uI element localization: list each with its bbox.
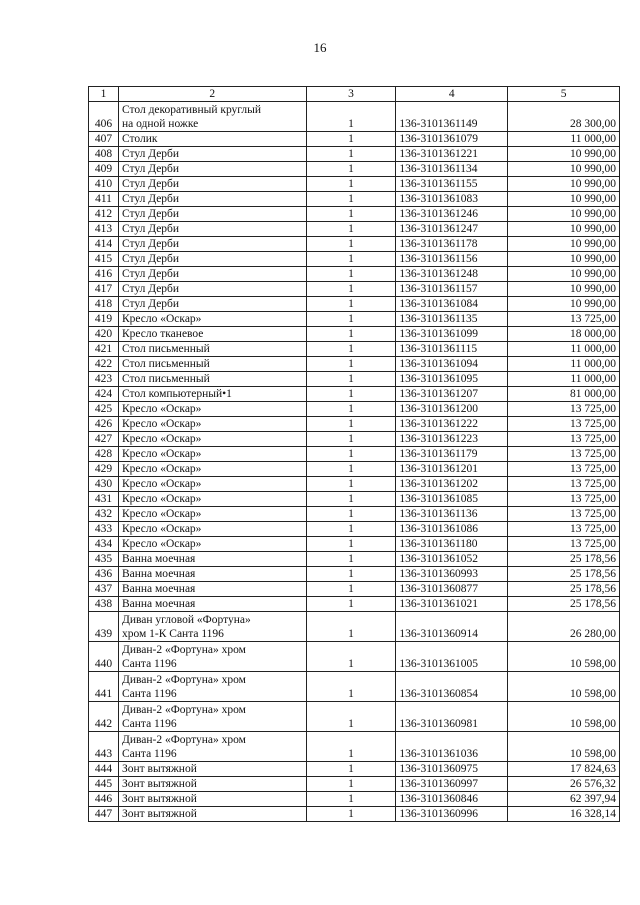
table-row [89, 327, 620, 342]
inventory-code-cell: 136-3101360854 [396, 672, 508, 702]
inventory-code-cell: 136-3101360975 [396, 762, 508, 777]
table-row [89, 807, 620, 822]
row-number-cell: 442 [89, 702, 119, 732]
price-cell: 13 725,00 [508, 447, 620, 462]
price-cell: 10 598,00 [508, 672, 620, 702]
quantity-cell: 1 [306, 147, 396, 162]
quantity-cell: 1 [306, 537, 396, 552]
inventory-code-cell: 136-3101361085 [396, 492, 508, 507]
row-number-cell: 406 [89, 102, 119, 132]
row-number-cell: 437 [89, 582, 119, 597]
inventory-code-cell: 136-3101361005 [396, 642, 508, 672]
table-row [89, 252, 620, 267]
table-row [89, 357, 620, 372]
table-row [89, 417, 620, 432]
table-row [89, 267, 620, 282]
column-header-4: 4 [396, 87, 508, 102]
table-row [89, 387, 620, 402]
row-number-cell: 414 [89, 237, 119, 252]
price-cell: 10 990,00 [508, 207, 620, 222]
item-name-cell: Стол письменный [118, 372, 306, 387]
price-cell: 10 990,00 [508, 297, 620, 312]
quantity-cell: 1 [306, 702, 396, 732]
row-number-cell: 428 [89, 447, 119, 462]
inventory-code-cell: 136-3101361180 [396, 537, 508, 552]
item-name-cell: Стол письменный [118, 342, 306, 357]
inventory-code-cell: 136-3101361246 [396, 207, 508, 222]
row-number-cell: 438 [89, 597, 119, 612]
row-number-cell: 425 [89, 402, 119, 417]
item-name-cell: Кресло «Оскар» [118, 462, 306, 477]
row-number-cell: 412 [89, 207, 119, 222]
table-row [89, 177, 620, 192]
item-name-cell: Диван-2 «Фортуна» хром Санта 1196 [118, 732, 306, 762]
row-number-cell: 436 [89, 567, 119, 582]
quantity-cell: 1 [306, 357, 396, 372]
inventory-code-cell: 136-3101361021 [396, 597, 508, 612]
item-name-cell: Стул Дерби [118, 207, 306, 222]
table-row [89, 192, 620, 207]
row-number-cell: 435 [89, 552, 119, 567]
price-cell: 28 300,00 [508, 102, 620, 132]
inventory-code-cell: 136-3101361149 [396, 102, 508, 132]
item-name-cell: Кресло «Оскар» [118, 477, 306, 492]
inventory-code-cell: 136-3101361207 [396, 387, 508, 402]
item-name-cell: Стул Дерби [118, 192, 306, 207]
item-name-cell: Кресло тканевое [118, 327, 306, 342]
table-row [89, 567, 620, 582]
row-number-cell: 424 [89, 387, 119, 402]
table-row [89, 372, 620, 387]
price-cell: 13 725,00 [508, 507, 620, 522]
table-row [89, 672, 620, 702]
table-row [89, 222, 620, 237]
price-cell: 10 990,00 [508, 147, 620, 162]
item-name-cell: Кресло «Оскар» [118, 507, 306, 522]
page-number: 16 [313, 40, 327, 55]
row-number-cell: 418 [89, 297, 119, 312]
quantity-cell: 1 [306, 447, 396, 462]
inventory-code-cell: 136-3101361099 [396, 327, 508, 342]
price-cell: 25 178,56 [508, 597, 620, 612]
table-row [89, 432, 620, 447]
item-name-cell: Кресло «Оскар» [118, 312, 306, 327]
item-name-cell: Стул Дерби [118, 282, 306, 297]
quantity-cell: 1 [306, 327, 396, 342]
item-name-cell: Стол компьютерный•1 [118, 387, 306, 402]
row-number-cell: 426 [89, 417, 119, 432]
quantity-cell: 1 [306, 222, 396, 237]
quantity-cell: 1 [306, 417, 396, 432]
row-number-cell: 419 [89, 312, 119, 327]
table-row [89, 342, 620, 357]
row-number-cell: 429 [89, 462, 119, 477]
item-name-cell: Кресло «Оскар» [118, 522, 306, 537]
item-name-cell: Диван-2 «Фортуна» хром Санта 1196 [118, 672, 306, 702]
table-row [89, 582, 620, 597]
inventory-code-cell: 136-3101361095 [396, 372, 508, 387]
inventory-code-cell: 136-3101361052 [396, 552, 508, 567]
price-cell: 10 990,00 [508, 222, 620, 237]
item-name-cell: Зонт вытяжной [118, 762, 306, 777]
quantity-cell: 1 [306, 207, 396, 222]
inventory-code-cell: 136-3101361178 [396, 237, 508, 252]
table-row [89, 492, 620, 507]
row-number-cell: 446 [89, 792, 119, 807]
item-name-cell: Кресло «Оскар» [118, 537, 306, 552]
item-name-cell: Кресло «Оскар» [118, 402, 306, 417]
table-row [89, 462, 620, 477]
inventory-code-cell: 136-3101361201 [396, 462, 508, 477]
quantity-cell: 1 [306, 267, 396, 282]
column-header-2: 2 [118, 87, 306, 102]
inventory-code-cell: 136-3101361115 [396, 342, 508, 357]
item-name-cell: Стул Дерби [118, 252, 306, 267]
item-name-cell: Диван-2 «Фортуна» хром Санта 1196 [118, 702, 306, 732]
price-cell: 13 725,00 [508, 522, 620, 537]
inventory-code-cell: 136-3101360877 [396, 582, 508, 597]
inventory-code-cell: 136-3101360981 [396, 702, 508, 732]
table-row [89, 402, 620, 417]
item-name-cell: Кресло «Оскар» [118, 432, 306, 447]
quantity-cell: 1 [306, 387, 396, 402]
row-number-cell: 444 [89, 762, 119, 777]
inventory-code-cell: 136-3101361223 [396, 432, 508, 447]
price-cell: 10 990,00 [508, 252, 620, 267]
row-number-cell: 421 [89, 342, 119, 357]
row-number-cell: 408 [89, 147, 119, 162]
table-row [89, 522, 620, 537]
column-header-3: 3 [306, 87, 396, 102]
inventory-code-cell: 136-3101361079 [396, 132, 508, 147]
table-row [89, 447, 620, 462]
row-number-cell: 439 [89, 612, 119, 642]
item-name-cell: Ванна моечная [118, 552, 306, 567]
column-header-1: 1 [89, 87, 119, 102]
table-row [89, 552, 620, 567]
quantity-cell: 1 [306, 642, 396, 672]
table-row [89, 612, 620, 642]
quantity-cell: 1 [306, 597, 396, 612]
inventory-code-cell: 136-3101361157 [396, 282, 508, 297]
price-cell: 11 000,00 [508, 372, 620, 387]
table-header-row [89, 87, 620, 102]
row-number-cell: 415 [89, 252, 119, 267]
quantity-cell: 1 [306, 732, 396, 762]
price-cell: 13 725,00 [508, 537, 620, 552]
price-cell: 10 990,00 [508, 237, 620, 252]
item-name-cell: Диван угловой «Фортуна» хром 1-К Санта 1196 [118, 612, 306, 642]
price-cell: 81 000,00 [508, 387, 620, 402]
inventory-code-cell: 136-3101361086 [396, 522, 508, 537]
row-number-cell: 440 [89, 642, 119, 672]
item-name-cell: Стул Дерби [118, 297, 306, 312]
price-cell: 62 397,94 [508, 792, 620, 807]
item-name-cell: Стул Дерби [118, 267, 306, 282]
item-name-cell: Ванна моечная [118, 567, 306, 582]
row-number-cell: 409 [89, 162, 119, 177]
price-cell: 13 725,00 [508, 492, 620, 507]
item-name-cell: Кресло «Оскар» [118, 417, 306, 432]
row-number-cell: 423 [89, 372, 119, 387]
row-number-cell: 447 [89, 807, 119, 822]
row-number-cell: 434 [89, 537, 119, 552]
row-number-cell: 413 [89, 222, 119, 237]
price-cell: 13 725,00 [508, 417, 620, 432]
table-row [89, 597, 620, 612]
quantity-cell: 1 [306, 462, 396, 477]
table-row [89, 132, 620, 147]
quantity-cell: 1 [306, 762, 396, 777]
price-cell: 10 598,00 [508, 732, 620, 762]
inventory-code-cell: 136-3101361084 [396, 297, 508, 312]
row-number-cell: 443 [89, 732, 119, 762]
quantity-cell: 1 [306, 477, 396, 492]
table-row [89, 282, 620, 297]
price-cell: 10 598,00 [508, 702, 620, 732]
inventory-code-cell: 136-3101360846 [396, 792, 508, 807]
price-cell: 25 178,56 [508, 552, 620, 567]
quantity-cell: 1 [306, 402, 396, 417]
row-number-cell: 441 [89, 672, 119, 702]
price-cell: 10 990,00 [508, 177, 620, 192]
table-row [89, 507, 620, 522]
row-number-cell: 420 [89, 327, 119, 342]
inventory-code-cell: 136-3101361202 [396, 477, 508, 492]
quantity-cell: 1 [306, 522, 396, 537]
inventory-code-cell: 136-3101360993 [396, 567, 508, 582]
quantity-cell: 1 [306, 132, 396, 147]
price-cell: 10 990,00 [508, 267, 620, 282]
item-name-cell: Столик [118, 132, 306, 147]
table-row [89, 702, 620, 732]
price-cell: 10 990,00 [508, 192, 620, 207]
quantity-cell: 1 [306, 282, 396, 297]
table-row [89, 642, 620, 672]
price-cell: 25 178,56 [508, 582, 620, 597]
table-row [89, 777, 620, 792]
quantity-cell: 1 [306, 252, 396, 267]
inventory-code-cell: 136-3101361083 [396, 192, 508, 207]
quantity-cell: 1 [306, 432, 396, 447]
price-cell: 25 178,56 [508, 567, 620, 582]
row-number-cell: 431 [89, 492, 119, 507]
quantity-cell: 1 [306, 612, 396, 642]
row-number-cell: 430 [89, 477, 119, 492]
quantity-cell: 1 [306, 507, 396, 522]
item-name-cell: Кресло «Оскар» [118, 447, 306, 462]
table-row [89, 207, 620, 222]
quantity-cell: 1 [306, 372, 396, 387]
inventory-code-cell: 136-3101361094 [396, 357, 508, 372]
quantity-cell: 1 [306, 342, 396, 357]
row-number-cell: 417 [89, 282, 119, 297]
item-name-cell: Стул Дерби [118, 222, 306, 237]
inventory-code-cell: 136-3101361036 [396, 732, 508, 762]
inventory-code-cell: 136-3101360997 [396, 777, 508, 792]
quantity-cell: 1 [306, 567, 396, 582]
item-name-cell: Ванна моечная [118, 597, 306, 612]
price-cell: 13 725,00 [508, 432, 620, 447]
item-name-cell: Стул Дерби [118, 162, 306, 177]
item-name-cell: Ванна моечная [118, 582, 306, 597]
quantity-cell: 1 [306, 162, 396, 177]
quantity-cell: 1 [306, 672, 396, 702]
inventory-code-cell: 136-3101361179 [396, 447, 508, 462]
quantity-cell: 1 [306, 192, 396, 207]
price-cell: 18 000,00 [508, 327, 620, 342]
row-number-cell: 433 [89, 522, 119, 537]
item-name-cell: Стул Дерби [118, 177, 306, 192]
price-cell: 10 990,00 [508, 282, 620, 297]
row-number-cell: 411 [89, 192, 119, 207]
table-row [89, 537, 620, 552]
table-row [89, 762, 620, 777]
inventory-code-cell: 136-3101361222 [396, 417, 508, 432]
row-number-cell: 427 [89, 432, 119, 447]
inventory-code-cell: 136-3101361155 [396, 177, 508, 192]
row-number-cell: 410 [89, 177, 119, 192]
row-number-cell: 416 [89, 267, 119, 282]
inventory-code-cell: 136-3101360914 [396, 612, 508, 642]
quantity-cell: 1 [306, 297, 396, 312]
quantity-cell: 1 [306, 552, 396, 567]
inventory-table [88, 86, 620, 822]
price-cell: 26 280,00 [508, 612, 620, 642]
price-cell: 13 725,00 [508, 477, 620, 492]
price-cell: 11 000,00 [508, 342, 620, 357]
table-row [89, 102, 620, 132]
item-name-cell: Зонт вытяжной [118, 792, 306, 807]
table-row [89, 162, 620, 177]
table-row [89, 792, 620, 807]
price-cell: 10 990,00 [508, 162, 620, 177]
price-cell: 13 725,00 [508, 402, 620, 417]
price-cell: 11 000,00 [508, 132, 620, 147]
item-name-cell: Стол декоративный круглый на одной ножке [118, 102, 306, 132]
inventory-code-cell: 136-3101361200 [396, 402, 508, 417]
inventory-code-cell: 136-3101361221 [396, 147, 508, 162]
inventory-code-cell: 136-3101361156 [396, 252, 508, 267]
item-name-cell: Стул Дерби [118, 237, 306, 252]
item-name-cell: Стол письменный [118, 357, 306, 372]
inventory-code-cell: 136-3101361135 [396, 312, 508, 327]
quantity-cell: 1 [306, 777, 396, 792]
price-cell: 10 598,00 [508, 642, 620, 672]
row-number-cell: 445 [89, 777, 119, 792]
table-row [89, 297, 620, 312]
inventory-code-cell: 136-3101361247 [396, 222, 508, 237]
item-name-cell: Стул Дерби [118, 147, 306, 162]
column-header-5: 5 [508, 87, 620, 102]
quantity-cell: 1 [306, 582, 396, 597]
quantity-cell: 1 [306, 312, 396, 327]
table-row [89, 147, 620, 162]
inventory-code-cell: 136-3101361134 [396, 162, 508, 177]
price-cell: 11 000,00 [508, 357, 620, 372]
price-cell: 26 576,32 [508, 777, 620, 792]
price-cell: 13 725,00 [508, 462, 620, 477]
item-name-cell: Кресло «Оскар» [118, 492, 306, 507]
quantity-cell: 1 [306, 807, 396, 822]
item-name-cell: Зонт вытяжной [118, 807, 306, 822]
price-cell: 16 328,14 [508, 807, 620, 822]
price-cell: 13 725,00 [508, 312, 620, 327]
inventory-code-cell: 136-3101361136 [396, 507, 508, 522]
price-cell: 17 824,63 [508, 762, 620, 777]
quantity-cell: 1 [306, 492, 396, 507]
table-row [89, 237, 620, 252]
item-name-cell: Диван-2 «Фортуна» хром Санта 1196 [118, 642, 306, 672]
inventory-code-cell: 136-3101360996 [396, 807, 508, 822]
table-row [89, 477, 620, 492]
table-body [89, 102, 620, 822]
quantity-cell: 1 [306, 792, 396, 807]
row-number-cell: 422 [89, 357, 119, 372]
quantity-cell: 1 [306, 237, 396, 252]
item-name-cell: Зонт вытяжной [118, 777, 306, 792]
table-row [89, 312, 620, 327]
inventory-code-cell: 136-3101361248 [396, 267, 508, 282]
table-row [89, 732, 620, 762]
quantity-cell: 1 [306, 177, 396, 192]
row-number-cell: 432 [89, 507, 119, 522]
row-number-cell: 407 [89, 132, 119, 147]
quantity-cell: 1 [306, 102, 396, 132]
